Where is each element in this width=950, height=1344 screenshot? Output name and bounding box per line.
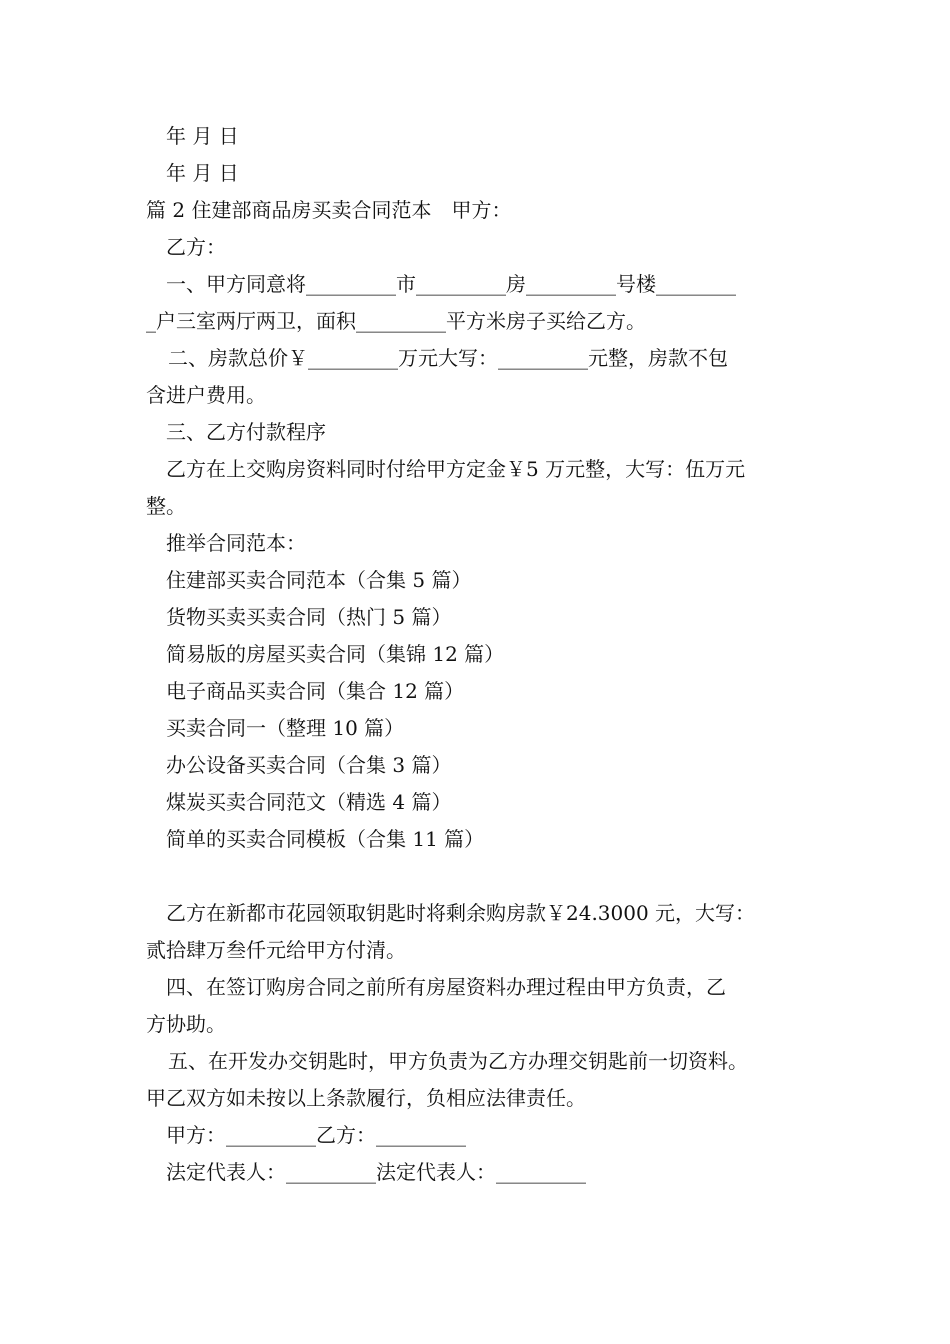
payment-paragraph: 乙方在上交购房资料同时付给甲方定金￥5 万元整，大写：伍万元 (166, 457, 746, 481)
party-b-label: 乙方： (166, 235, 226, 259)
clause-5-cont: 甲乙双方如未按以上条款履行，负相应法律责任。 (146, 1086, 586, 1110)
date-line: 年 月 日 (166, 161, 239, 185)
recommended-item[interactable]: 电子商品买卖合同（集合 12 篇） (166, 679, 465, 703)
clause-2-cont: 含进户费用。 (146, 383, 266, 407)
recommended-item[interactable]: 简易版的房屋买卖合同（集锦 12 篇） (166, 642, 505, 666)
recommended-item[interactable]: 简单的买卖合同模板（合集 11 篇） (166, 827, 485, 851)
clause-2: 二、房款总价￥_________万元大写：_________元整，房款不包 (168, 346, 728, 370)
recommended-item[interactable]: 煤炭买卖合同范文（精选 4 篇） (166, 790, 452, 814)
clause-4: 四、在签订购房合同之前所有房屋资料办理过程由甲方负责，乙 (166, 975, 726, 999)
blank-line (146, 858, 816, 895)
document-page (146, 118, 816, 1191)
signature-parties: 甲方：_________乙方：_________ (166, 1123, 466, 1147)
recommended-heading: 推举合同范本： (166, 531, 306, 555)
recommended-item[interactable]: 买卖合同一（整理 10 篇） (166, 716, 405, 740)
payment-paragraph-cont: 整。 (146, 494, 186, 518)
clause-3: 三、乙方付款程序 (166, 420, 326, 444)
remaining-payment: 乙方在新都市花园领取钥匙时将剩余购房款￥24.3000 元，大写： (166, 901, 756, 925)
recommended-item[interactable]: 住建部买卖合同范本（合集 5 篇） (166, 568, 472, 592)
clause-5: 五、在开发办交钥匙时，甲方负责为乙方办理交钥匙前一切资料。 (168, 1049, 748, 1073)
recommended-item[interactable]: 办公设备买卖合同（合集 3 篇） (166, 753, 452, 777)
clause-1: 一、甲方同意将_________市_________房_________号楼________ (166, 272, 736, 296)
clause-1-cont: _户三室两厅两卫，面积_________平方米房子买给乙方。 (146, 309, 646, 333)
signature-representatives: 法定代表人：_________法定代表人：_________ (166, 1160, 586, 1184)
clause-4-cont: 方协助。 (146, 1012, 226, 1036)
remaining-payment-cont: 贰拾肆万叁仟元给甲方付清。 (146, 938, 406, 962)
date-line: 年 月 日 (166, 124, 239, 148)
section-heading: 篇 2 住建部商品房买卖合同范本 甲方： (146, 198, 512, 222)
recommended-item[interactable]: 货物买卖买卖合同（热门 5 篇） (166, 605, 452, 629)
